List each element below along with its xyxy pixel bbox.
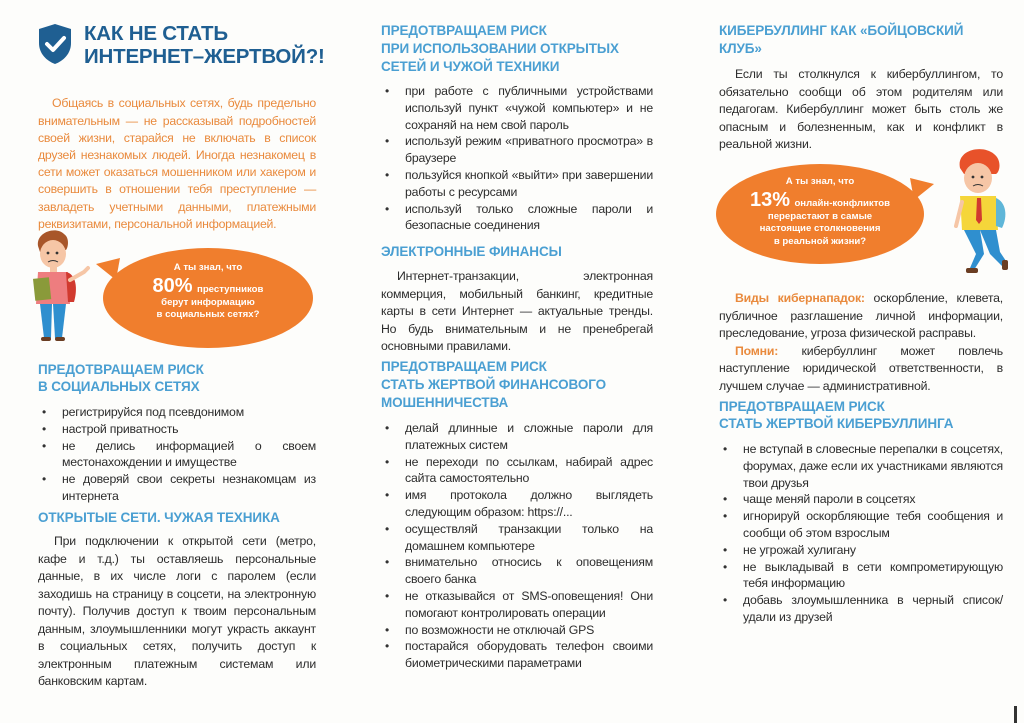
- list-item: • используй только сложные пароли и безопасные соединения: [381, 201, 653, 235]
- list-item: • делай длинные и сложные пароли для платежных систем: [381, 420, 653, 454]
- fraud-risk-title: [381, 358, 653, 412]
- fact-line2: перерастают в самые: [767, 210, 873, 222]
- fraud-risk-list: [381, 420, 653, 672]
- fact-bubble-80: [103, 248, 313, 348]
- title-line: В СОЦИАЛЬНЫХ СЕТЯХ: [38, 379, 200, 394]
- open-networks-text: При подключении к открытой сети (метро, кафе и т.д.) ты оставляешь персональные данные, в их числе логи с паролем (если заходишь на страницу в соцсети, на электронную почту). Получив доступ к твоим персональным данным, злоумышленники могут украсть аккаунт в социальных сетях, получить доступ к электронным платежным системам или банковским картам.: [38, 534, 316, 688]
- title-line-1: КАК НЕ СТАТЬ: [84, 22, 228, 45]
- fact-line2: берут информацию: [161, 296, 255, 308]
- section-open-networks-risk: [381, 22, 653, 234]
- list-item: • внимательно относись к оповещениям своего банка: [381, 554, 653, 588]
- section-open-networks: [38, 509, 316, 691]
- section-cyberbullying: [719, 22, 1003, 154]
- boy-with-book-illustration: [24, 226, 94, 346]
- list-item: • осуществляй транзакции только на домашнем компьютере: [381, 521, 653, 555]
- list-item: • постарайся оборудовать телефон своими биометрическими параметрами: [381, 638, 653, 672]
- intro-paragraph: Общаясь в социальных сетях, будь предельно внимательным — не рассказывай подробностей своей жизни, старайся не включать в список друзей незнакомых людей. Иногда незнакомец в сети может оказаться мошенником или хакером и совершить в отношении тебя преступление — завладеть учетными данными, платежными реквизитами, персональной информацией.: [38, 96, 316, 231]
- list-item: • при работе с публичными устройствами используй пункт «чужой компьютер» и не сохраняй на нем свой пароль: [381, 83, 653, 133]
- list-item: • используй режим «приватного просмотра» в браузере: [381, 133, 653, 167]
- title-line: ПРИ ИСПОЛЬЗОВАНИИ ОТКРЫТЫХ: [381, 41, 619, 56]
- bullying-risk-title: [719, 398, 1003, 432]
- fact-line1: преступников: [197, 283, 264, 295]
- title-line: ПРЕДОТВРАЩАЕМ РИСК: [38, 362, 204, 377]
- attack-types-label: Виды кибернападок:: [735, 291, 865, 305]
- list-item: • настрой приватность: [38, 421, 316, 438]
- list-item: • не отказывайся от SMS-оповещения! Они помогают контролировать операции: [381, 588, 653, 622]
- open-networks-risk-title: [381, 22, 653, 76]
- attack-types-text: [719, 290, 1003, 343]
- remember-body: кибербуллинг может повлечь наступление юридической ответственности, в лучшем случае — административной.: [719, 343, 1003, 393]
- shield-check-icon: [37, 23, 73, 65]
- fact-prefix: А ты знал, что: [785, 176, 855, 187]
- title-line: КЛУБ»: [719, 41, 762, 56]
- e-finance-title: ЭЛЕКТРОННЫЕ ФИНАНСЫ: [381, 244, 562, 259]
- cyberbullying-title: [719, 22, 1003, 58]
- social-risk-title: [38, 361, 316, 395]
- fact-line4: в реальной жизни?: [773, 235, 867, 247]
- walking-boy-illustration: [952, 146, 1014, 280]
- fact-percent: 80%: [152, 274, 193, 297]
- list-item: • добавь злоумышленника в черный список/ удали из друзей: [719, 592, 1003, 626]
- open-networks-title: ОТКРЫТЫЕ СЕТИ. ЧУЖАЯ ТЕХНИКА: [38, 510, 280, 525]
- title-line: КИБЕРБУЛЛИНГ КАК «БОЙЦОВСКИЙ: [719, 23, 964, 38]
- fact-bubble-13: [716, 164, 924, 264]
- fact-percent: 13%: [749, 188, 790, 211]
- bullying-risk-list: [719, 441, 1003, 626]
- list-item: • по возможности не отключай GPS: [381, 622, 653, 639]
- section-e-finance: [381, 243, 653, 356]
- list-item: • не делись информацией о своем местонахождении и имуществе: [38, 438, 316, 472]
- remember-label: Помни:: [735, 343, 779, 358]
- title-line: СЕТЕЙ И ЧУЖОЙ ТЕХНИКИ: [381, 59, 560, 74]
- remember-text: [719, 343, 1003, 396]
- title-line-2: ИНТЕРНЕТ–ЖЕРТВОЙ?!: [84, 45, 325, 68]
- fact-line3: настоящие столкновения: [759, 223, 881, 234]
- section-attack-types: [719, 290, 1003, 395]
- title-line: МОШЕННИЧЕСТВА: [381, 395, 509, 410]
- section-social-risk: [38, 361, 316, 505]
- title-line: СТАТЬ ЖЕРТВОЙ ФИНАНСОВОГО: [381, 377, 607, 392]
- fact-line1: онлайн-конфликтов: [794, 197, 891, 209]
- social-risk-list: [38, 404, 316, 505]
- list-item: • не доверяй свои секреты незнакомцам из интернета: [38, 471, 316, 505]
- section-bullying-risk: [719, 398, 1003, 626]
- bubble-tail: [96, 258, 120, 282]
- bubble-tail: [910, 178, 934, 202]
- attack-types-body: оскорбление, клевета, публичное разглашение личной информации, преследование, угроза физической расправы.: [719, 291, 1003, 340]
- fact-line3: в социальных сетях?: [156, 309, 260, 320]
- fact-prefix: А ты знал, что: [173, 262, 243, 273]
- title-line: ПРЕДОТВРАЩАЕМ РИСК: [719, 399, 885, 414]
- list-item: • чаще меняй пароли в соцсетях: [719, 491, 1003, 508]
- cyberbullying-text: Если ты столкнулся к кибербуллингом, то обязательно сообщи об этом родителям или педагогам. Кибербуллинг может быть столь же опасным и болезненным, как и конфликт в реальной жизни.: [719, 67, 1003, 151]
- open-networks-risk-list: [381, 83, 653, 234]
- title-line: СТАТЬ ЖЕРТВОЙ КИБЕРБУЛЛИНГА: [719, 416, 954, 431]
- e-finance-text: Интернет-транзакции, электронная коммерция, мобильный банкинг, кредитные карты в сети Интернет — актуальные тренды. Но будь внимательным и не пренебрегай основными правилами.: [381, 269, 653, 353]
- scan-edge-mark: [1014, 706, 1017, 723]
- list-item: • не вступай в словесные перепалки в соцсетях, форумах, даже если их участниками являются твои друзья: [719, 441, 1003, 491]
- title-line: ПРЕДОТВРАЩАЕМ РИСК: [381, 359, 547, 374]
- list-item: • пользуйся кнопкой «выйти» при завершении работы с ресурсами: [381, 167, 653, 201]
- page-title: [84, 22, 344, 68]
- list-item: • не угрожай хулигану: [719, 542, 1003, 559]
- list-item: • не переходи по ссылкам, набирай адрес сайта самостоятельно: [381, 454, 653, 488]
- title-line: ПРЕДОТВРАЩАЕМ РИСК: [381, 23, 547, 38]
- list-item: • игнорируй оскорбляющие тебя сообщения и сообщи об этом взрослым: [719, 508, 1003, 542]
- list-item: • регистрируйся под псевдонимом: [38, 404, 316, 421]
- list-item: • не выкладывай в сети компрометирующую тебя информацию: [719, 559, 1003, 593]
- list-item: • имя протокола должно выглядеть следующим образом: https://...: [381, 487, 653, 521]
- section-fraud-risk: [381, 358, 653, 672]
